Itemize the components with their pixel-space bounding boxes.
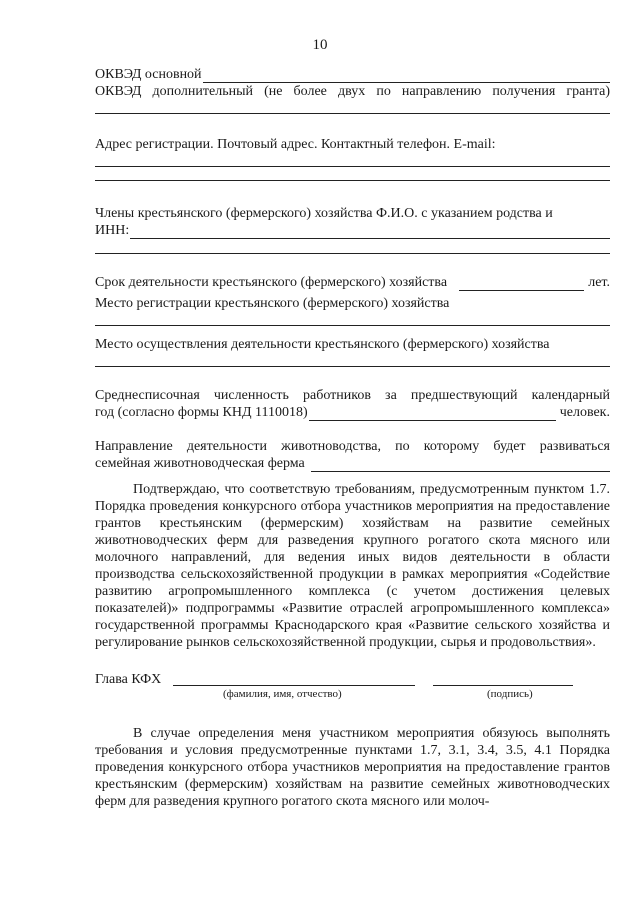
members-field-2[interactable] [95, 253, 610, 254]
term-label: Срок деятельности крестьянского (фермерского) хозяйства [95, 275, 448, 290]
term-row [95, 274, 610, 291]
okved-main-field[interactable] [203, 69, 610, 83]
application-form [95, 60, 610, 810]
obligation-paragraph-block [95, 725, 610, 810]
members-inn-label: ИНН: [95, 223, 130, 238]
okved-main-row [95, 66, 610, 83]
reg-place-label: Место регистрации крестьянского (фермерского) хозяйства [95, 296, 450, 311]
direction-label: Направление деятельности животноводства, по которому будет развиваться [95, 439, 610, 454]
staff-label: Среднесписочная численность работников за предшествующий календарный [95, 388, 610, 403]
reg-place-field[interactable] [95, 325, 610, 326]
address-field-2[interactable] [95, 180, 610, 181]
term-field[interactable] [459, 277, 584, 291]
staff-field[interactable] [309, 407, 556, 421]
direction-label-2: семейная животноводческая ферма [95, 456, 305, 471]
page-number: 10 [312, 37, 328, 53]
staff-unit: человек. [559, 405, 610, 420]
confirm-paragraph: Подтверждаю, что соответствую требованиям, предусмотренным пунктом 1.7. Порядка проведения конкурсного отбора участников мероприятия на предоставление грантов крестьянским (фермерским) хозяйствам на развитие семейных животноводческих ферм для разведения крупного рогатого скота мясного или молочного направлений, для ведения иных видов деятельности в области производства сельскохозяйственной продукции в рамках мероприятия «Содействие развитию агропромышленного комплекса (с учетом достижения целевых показателей)» подпрограммы «Развитие отраслей агропромышленного комплекса» государственной программы Краснодарского края «Развитие сельского хозяйства и регулирование рынков сельскохозяйственной продукции, сырья и продовольствия». [95, 482, 610, 650]
members-label: Члены крестьянского (фермерского) хозяйства Ф.И.О. с указанием родства и [95, 206, 553, 221]
okved-extra-field[interactable] [95, 113, 610, 114]
direction-field[interactable] [311, 458, 610, 472]
members-inn-row [95, 222, 610, 239]
term-unit: лет. [588, 275, 610, 290]
signature-block [95, 671, 610, 709]
staff-label-2: год (согласно формы КНД 1110018) [95, 405, 308, 420]
direction-row [95, 455, 610, 472]
okved-main-label: ОКВЭД основной [95, 67, 202, 82]
activity-place-label: Место осуществления деятельности крестьянского (фермерского) хозяйства [95, 337, 550, 352]
okved-extra-label: ОКВЭД дополнительный (не более двух по направлению получения гранта) [95, 84, 610, 99]
signature-label: Глава КФХ [95, 672, 162, 687]
staff-row [95, 404, 610, 421]
confirm-paragraph-block [95, 481, 610, 651]
members-inn-field[interactable] [130, 225, 610, 239]
activity-place-field[interactable] [95, 366, 610, 367]
obligation-paragraph: В случае определения меня участником мероприятия обязуюсь выполнять требования и условия предусмотренные пунктами 1.7, 3.1, 3.4, 3.5, 4.1 Порядка проведения конкурсного отбора участников мероприятия на предоставление грантов крестьянским (фермерским) хозяйствам на развитие семейных животноводческих ферм для разведения крупного рогатого скота мясного или молоч- [95, 726, 610, 809]
address-label: Адрес регистрации. Почтовый адрес. Контактный телефон. E-mail: [95, 137, 496, 152]
signature-name-caption: (фамилия, имя, отчество) [223, 688, 342, 700]
signature-sign-caption: (подпись) [487, 688, 533, 700]
address-field-1[interactable] [95, 166, 610, 167]
